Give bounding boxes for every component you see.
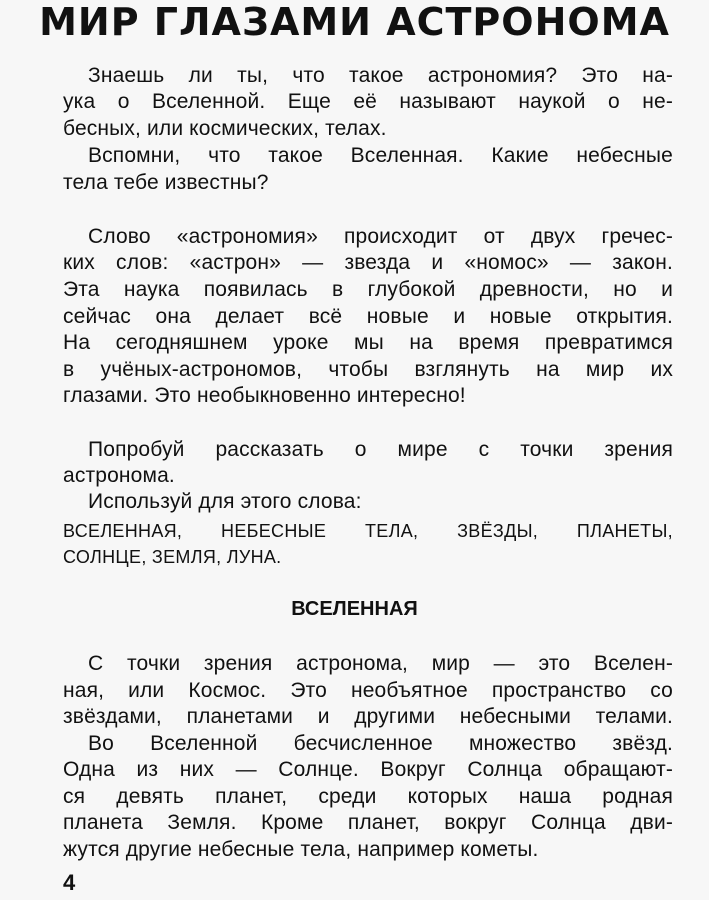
task-line: Используй для этого слова: bbox=[88, 490, 362, 513]
section-line: Во Вселенной бесчисленное множество звёзд. bbox=[88, 732, 673, 755]
paragraph-line: глазами. Это необыкновенно интересно! bbox=[63, 384, 466, 407]
section-line: планета Земля. Кроме планет, вокруг Солнца дви- bbox=[63, 811, 673, 834]
section-line: жутся другие небесные тела, например кометы. bbox=[63, 838, 539, 861]
intro-line: бесных, или космических, телах. bbox=[63, 117, 387, 140]
section-heading: ВСЕЛЕННАЯ bbox=[291, 598, 418, 620]
section-line: звёздами, планетами и другими небесными телами. bbox=[63, 705, 673, 728]
section-line: Одна из них — Солнце. Вокруг Солнца обращают- bbox=[63, 758, 673, 781]
keyword-list: ВСЕЛЕННАЯ, НЕБЕСНЫЕ ТЕЛА, ЗВЁЗДЫ, ПЛАНЕТЫ, bbox=[63, 521, 673, 541]
paragraph-line: в учёных-астрономов, чтобы взглянуть на мир их bbox=[63, 358, 673, 381]
section-line: ная, или Космос. Это необъятное пространство со bbox=[63, 679, 673, 702]
paragraph-line: сейчас она делает всё новые и новые открытия. bbox=[63, 305, 673, 328]
intro-line: Вспомни, что такое Вселенная. Какие небесные bbox=[88, 144, 673, 167]
section-line: С точки зрения астронома, мир — это Вселен- bbox=[88, 652, 673, 675]
keyword-list: СОЛНЦЕ, ЗЕМЛЯ, ЛУНА. bbox=[63, 547, 282, 567]
task-line: Попробуй рассказать о мире с точки зрения bbox=[88, 438, 673, 461]
page-number: 4 bbox=[63, 870, 76, 895]
intro-line: тела тебе известны? bbox=[63, 171, 269, 194]
paragraph-line: Слово «астрономия» происходит от двух гречес- bbox=[88, 225, 673, 248]
intro-line: ука о Вселенной. Еще её называют наукой о не- bbox=[63, 90, 673, 113]
task-line: астронома. bbox=[63, 464, 175, 487]
paragraph-line: ких слов: «астрон» — звезда и «номос» — закон. bbox=[63, 251, 673, 274]
paragraph-line: На сегодняшнем уроке мы на время превратимся bbox=[63, 331, 673, 354]
paragraph-line: Эта наука появилась в глубокой древности, но и bbox=[63, 278, 673, 301]
section-line: ся девять планет, среди которых наша родная bbox=[63, 785, 673, 808]
page-title: МИР ГЛАЗАМИ АСТРОНОМА bbox=[39, 0, 670, 44]
intro-line: Знаешь ли ты, что такое астрономия? Это на- bbox=[88, 64, 673, 87]
